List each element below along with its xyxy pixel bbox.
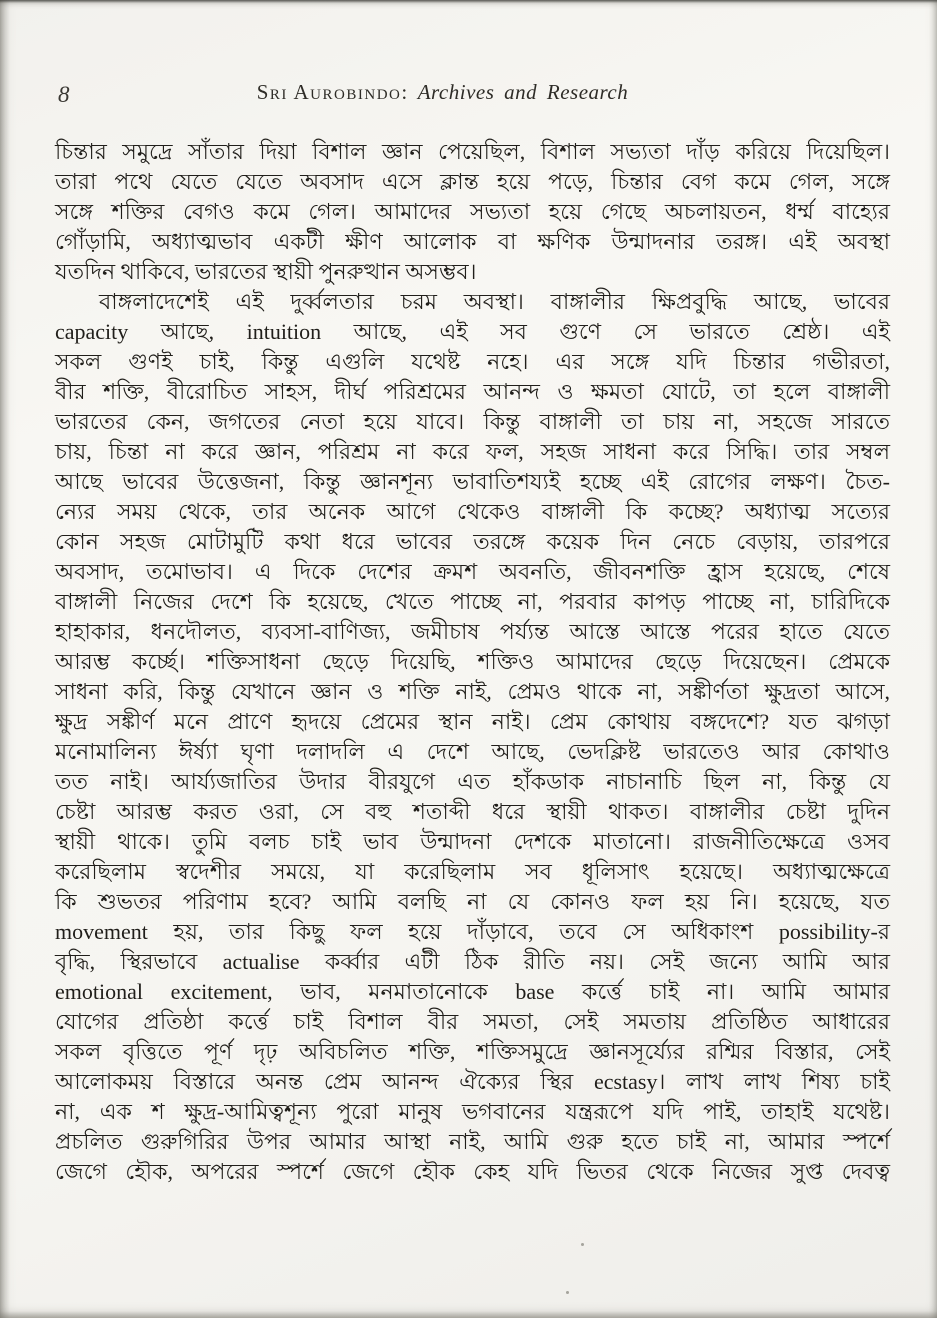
text-line: ন্যের সময় থেকে, তার অনেক আগে থেকেও বাঙ্গালী কি কচ্ছে? অধ্যাত্ম সত্যের bbox=[55, 499, 890, 524]
text-line: আলোকময় বিস্তারে অনন্ত প্রেম আনন্দ ঐক্যের স্থির ecstasy। লাখ লাখ শিষ্য চাই bbox=[55, 1069, 890, 1094]
text-line: হাহাকার, ধনদৌলত, ব্যবসা-বাণিজ্য, জমীচাষ পর্য্যন্ত আস্তে আস্তে পরের হাতে যেতে bbox=[55, 619, 890, 644]
text-line: বাঙ্গলাদেশেই এই দুর্ব্বলতার চরম অবস্থা। বাঙ্গালীর ক্ষিপ্রবুদ্ধি আছে, ভাবের bbox=[99, 289, 890, 314]
page-number: 8 bbox=[58, 82, 70, 107]
text-line: কোন সহজ মোটামুটি কথা ধরে ভাবের তরঙ্গে কয়েক দিন নেচে বেড়ায়, তারপরে bbox=[55, 529, 890, 554]
text-line: চেষ্টা আরম্ভ করত ওরা, সে বহু শতাব্দী ধরে স্থায়ী থাকত। বাঙ্গালীর চেষ্টা দুদিন bbox=[55, 799, 890, 824]
text-line: প্রচলিত গুরুগিরির উপর আমার আস্থা নাই, আমি গুরু হতে চাই না, আমার স্পর্শে bbox=[55, 1129, 890, 1154]
text-line: আরম্ভ কর্চ্ছে। শক্তিসাধনা ছেড়ে দিয়েছি, শক্তিও আমাদের ছেড়ে দিয়েছেন। প্রেমকে bbox=[55, 649, 890, 674]
text-line: বৃদ্ধি, স্থিরভাবে actualise কর্ব্বার এটী ঠিক রীতি নয়। সেই জন্যে আমি আর bbox=[55, 949, 890, 974]
text-line: সঙ্গে শক্তির বেগও কমে গেল। আমাদের সভ্যতা হয়ে গেছে অচলায়তন, ধর্ম্ম বাহ্যের bbox=[55, 199, 890, 224]
text-line: চিন্তার সমুদ্রে সাঁতার দিয়া বিশাল জ্ঞান পেয়েছিল, বিশাল সভ্যতা দাঁড় করিয়ে দিয়েছিল। bbox=[55, 139, 890, 164]
text-line: তারা পথে যেতে যেতে অবসাদ এসে ক্লান্ত হয়ে পড়ে, চিন্তার বেগ কমে গেল, সঙ্গে bbox=[55, 169, 890, 194]
text-line: ক্ষুদ্র সঙ্কীর্ণ মনে প্রাণে হৃদয়ে প্রেমের স্থান নাই। প্রেম কোথায় বঙ্গদেশে? যত ঝগড়া bbox=[55, 709, 890, 734]
text-line: যোগের প্রতিষ্ঠা কর্ত্তে চাই বিশাল বীর সমতা, সেই সমতায় প্রতিষ্ঠিত আধারের bbox=[55, 1009, 890, 1034]
text-line: সকল গুণই চাই, কিন্তু এগুলি যথেষ্ট নহে। এর সঙ্গে যদি চিন্তার গভীরতা, bbox=[55, 349, 890, 374]
scan-edge-bottom bbox=[0, 1311, 937, 1318]
running-header bbox=[55, 80, 890, 112]
text-line: সকল বৃত্তিতে পূর্ণ দৃঢ় অবিচলিত শক্তি, শক্তিসমুদ্রে জ্ঞানসূর্য্যের রশ্মির বিস্তার, সেই bbox=[55, 1039, 890, 1064]
text-line: বাঙ্গালী নিজের দেশে কি হয়েছে, খেতে পাচ্ছে না, পরবার কাপড় পাচ্ছে না, চারিদিকে bbox=[55, 589, 890, 614]
scan-edge-top bbox=[0, 0, 937, 3]
text-line: ভারতের কেন, জগতের নেতা হয়ে যাবে। কিন্তু বাঙ্গালী তা চায় না, সহজে সারতে bbox=[55, 409, 890, 434]
text-line: না, এক শ ক্ষুদ্র-আমিত্বশূন্য পুরো মানুষ ভগবানের যন্ত্ররূপে যদি পাই, তাহাই যথেষ্ট। bbox=[55, 1099, 890, 1124]
text-line: অবসাদ, তমোভাব। এ দিকে দেশের ক্রমশ অবনতি, জীবনশক্তি হ্রাস হয়েছে, শেষে bbox=[55, 559, 890, 584]
text-line: তত নাই। আর্য্যজাতির উদার বীরযুগে এত হাঁকডাক নাচানাচি ছিল না, কিন্তু যে bbox=[55, 769, 890, 794]
text-line: কি শুভতর পরিণাম হবে? আমি বলছি না যে কোনও ফল হয় নি। হয়েছে, যত bbox=[55, 889, 890, 914]
text-line: যতদিন থাকিবে, ভারতের স্থায়ী পুনরুত্থান অসম্ভব। bbox=[55, 259, 477, 284]
text-line: emotional excitement, ভাব, মনমাতানোকে base কর্ত্তে চাই না। আমি আমার bbox=[55, 979, 890, 1004]
text-line: করেছিলাম স্বদেশীর সময়ে, যা করেছিলাম সব ধূলিসাৎ হয়েছে। অধ্যাত্মক্ষেত্রে bbox=[55, 859, 890, 884]
text-line: movement হয়, তার কিছু ফল হয়ে দাঁড়াবে, তবে সে অধিকাংশ possibility-র bbox=[55, 919, 890, 944]
running-title-journal: Sri Aurobindo: bbox=[256, 80, 409, 104]
text-line: চায়, চিন্তা না করে জ্ঞান, পরিশ্রম না করে ফল, সহজ সাধনা করে সিদ্ধি। তার সম্বল bbox=[55, 439, 890, 464]
scan-speck bbox=[566, 1291, 569, 1294]
body-text bbox=[55, 137, 890, 1187]
text-line: স্থায়ী থাকে। তুমি বলচ চাই ভাব উন্মাদনা দেশকে মাতানো। রাজনীতিক্ষেত্রে ওসব bbox=[55, 829, 890, 854]
running-title bbox=[55, 80, 890, 105]
text-line: মনোমালিন্য ঈর্ষ্যা ঘৃণা দলাদলি এ দেশে আছে, ভেদক্লিষ্ট ভারতেও আর কোথাও bbox=[55, 739, 890, 764]
text-line: গোঁড়ামি, অধ্যাত্মভাব একটী ক্ষীণ আলোক বা ক্ষণিক উন্মাদনার তরঙ্গ। এই অবস্থা bbox=[55, 229, 890, 254]
text-line: সাধনা করি, কিন্তু যেখানে জ্ঞান ও শক্তি নাই, প্রেমও থাকে না, সঙ্কীর্ণতা ক্ষুদ্রতা আসে, bbox=[55, 679, 890, 704]
scan-edge-left bbox=[0, 0, 10, 1318]
scan-edge-right bbox=[929, 0, 937, 1318]
text-line: জেগে হৌক, অপরের স্পর্শে জেগে হৌক কেহ যদি ভিতর থেকে নিজের সুপ্ত দেবত্ব bbox=[55, 1159, 890, 1184]
running-title-subtitle: Archives and Research bbox=[417, 80, 629, 104]
scan-speck bbox=[581, 1243, 584, 1246]
text-line: capacity আছে, intuition আছে, এই সব গুণে সে ভারতে শ্রেষ্ঠ। এই bbox=[55, 319, 890, 344]
text-line: আছে ভাবের উত্তেজনা, কিন্তু জ্ঞানশূন্য ভাবাতিশয্যই হচ্ছে এই রোগের লক্ষণ। চৈত- bbox=[55, 469, 890, 494]
text-line: বীর শক্তি, বীরোচিত সাহস, দীর্ঘ পরিশ্রমের আনন্দ ও ক্ষমতা যোটে, তা হলে বাঙ্গালী bbox=[55, 379, 890, 404]
